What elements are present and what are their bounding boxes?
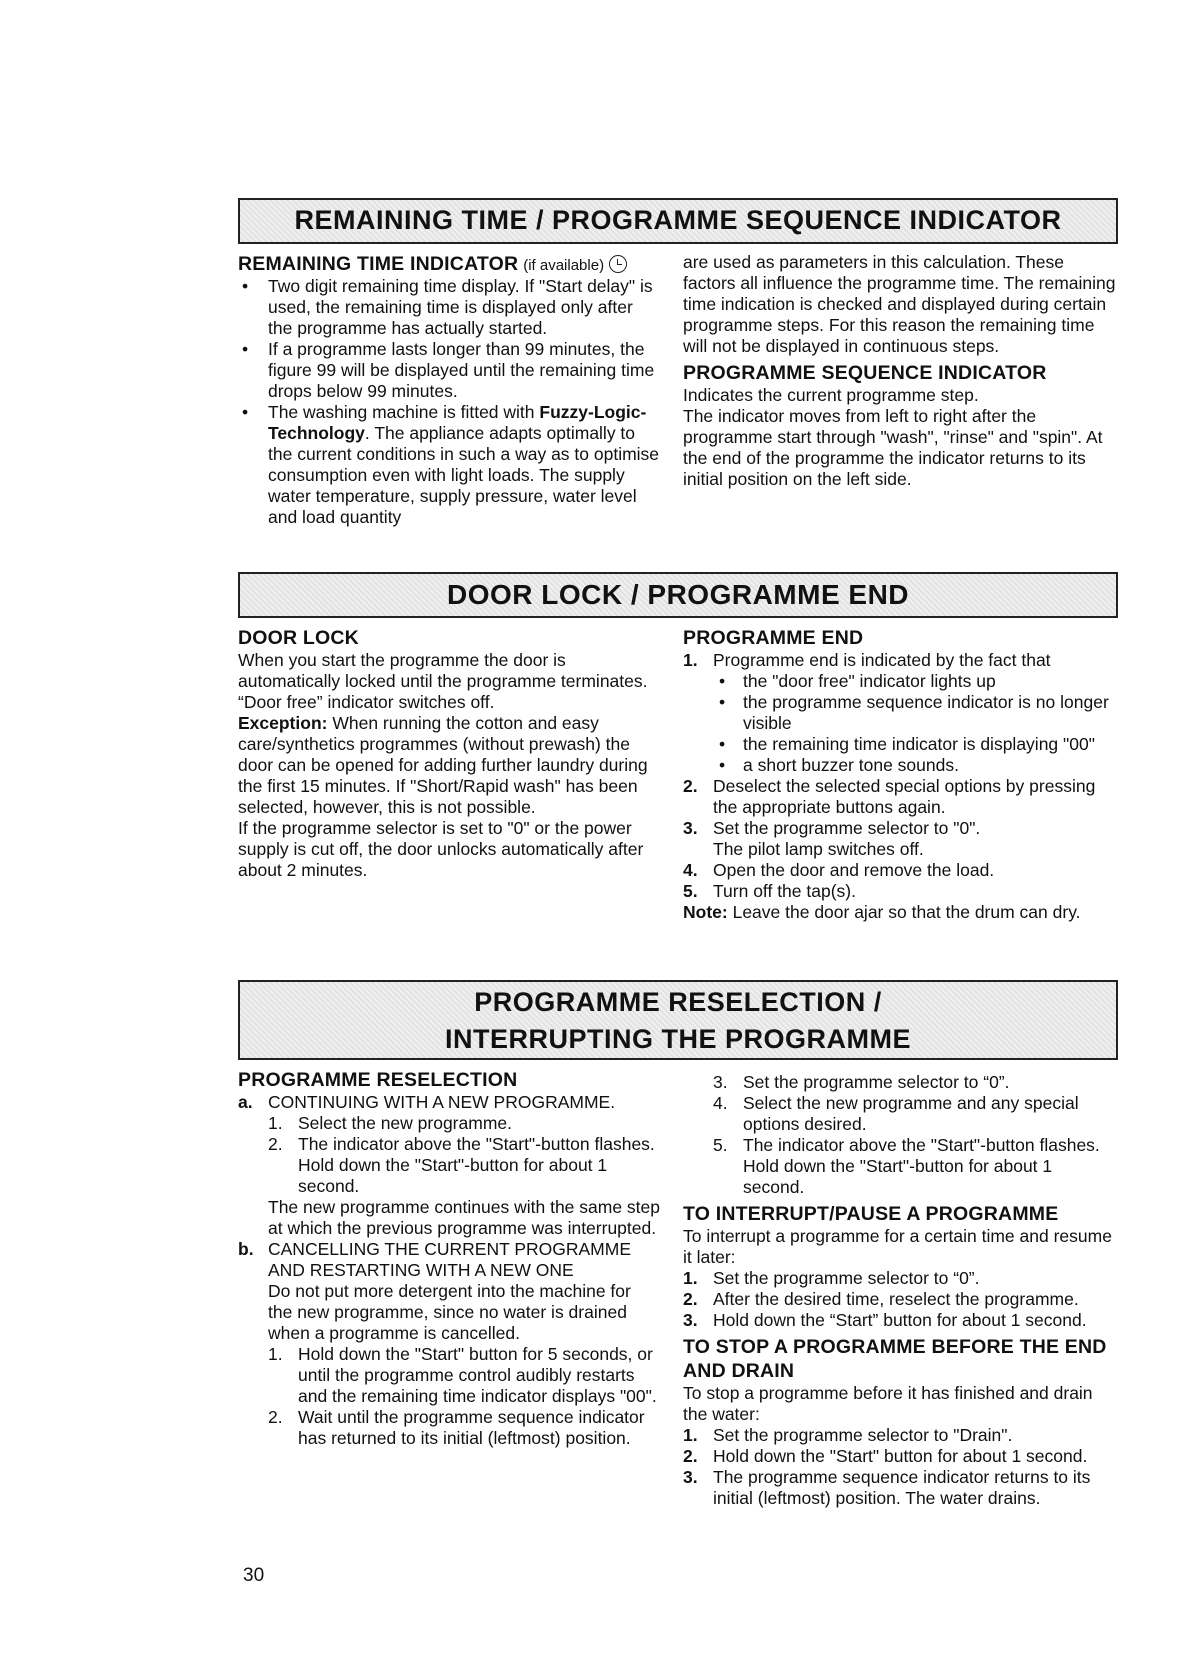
- exception-text: Exception: When running the cotton and easy care/synthetics programmes (without prewash) the door can be opened for adding further laundry during the first 15 minutes. If "Short/Rapid wash" has been selected, however, this is not possible.: [238, 713, 648, 817]
- list-item: 5. The indicator above the "Start"-button flashes. Hold down the "Start"-button for about 1 second.: [713, 1135, 1100, 1197]
- option-b-steps: [268, 1344, 660, 1449]
- list-item: 1. Set the programme selector to "Drain".: [683, 1425, 1013, 1445]
- list-item: 3. Hold down the “Start” button for about 1 second.: [683, 1310, 1087, 1330]
- reselection-heading: PROGRAMME RESELECTION: [238, 1069, 518, 1091]
- door-unlock-text: If the programme selector is set to "0" or the power supply is cut off, the door unlocks automatically after about 2 minutes.: [238, 818, 644, 880]
- option-b: b. CANCELLING THE CURRENT PROGRAMME AND RESTARTING WITH A NEW ONE: [238, 1239, 632, 1280]
- section-title-line1: PROGRAMME RESELECTION /: [474, 987, 882, 1017]
- clock-icon: [609, 255, 627, 273]
- page-number: 30: [243, 1565, 265, 1586]
- list-item: 4. Open the door and remove the load.: [683, 860, 995, 880]
- calculation-parameters-text: are used as parameters in this calculation. These factors all influence the programme time. The remaining time indication is checked and displayed during certain programme steps. For this reason the remaining time will not be displayed in continuous steps.: [683, 252, 1116, 356]
- section-banner-remaining-time: [238, 198, 1118, 244]
- programme-end-column: [683, 626, 1118, 923]
- section-banner-door-lock: [238, 572, 1118, 618]
- pause-steps: [683, 1268, 1118, 1331]
- section-title: REMAINING TIME / PROGRAMME SEQUENCE INDICATOR: [294, 205, 1062, 235]
- option-b-title: CANCELLING THE CURRENT PROGRAMME AND RESTARTING WITH A NEW ONE: [268, 1239, 632, 1280]
- list-item: 3. The programme sequence indicator returns to its initial (leftmost) position. The water drains.: [683, 1467, 1091, 1508]
- list-item: 4. Select the new programme and any special options desired.: [713, 1093, 1079, 1134]
- list-item: 2. Hold down the "Start" button for about 1 second.: [683, 1446, 1088, 1466]
- list-item: 2. After the desired time, reselect the programme.: [683, 1289, 1079, 1309]
- list-item: • the remaining time indicator is displaying "00": [713, 734, 1118, 755]
- option-a-title: CONTINUING WITH A NEW PROGRAMME.: [268, 1092, 616, 1112]
- reselection-column: [238, 1068, 660, 1449]
- remaining-time-heading: REMAINING TIME INDICATOR: [238, 253, 519, 275]
- list-item: 1. Set the programme selector to “0”.: [683, 1268, 980, 1288]
- list-item: 3. Set the programme selector to “0”.: [713, 1072, 1010, 1092]
- option-a-text: The new programme continues with the same step at which the previous programme was interrupted.: [268, 1197, 660, 1238]
- list-item: 3. Set the programme selector to "0". The pilot lamp switches off.: [683, 818, 981, 859]
- note-label: Note:: [683, 902, 728, 922]
- pause-text: To interrupt a programme for a certain time and resume it later:: [683, 1226, 1112, 1267]
- list-item: 2. Wait until the programme sequence indicator has returned to its initial (leftmost) position.: [268, 1407, 645, 1448]
- stop-steps: [683, 1425, 1118, 1509]
- list-item: 1. Select the new programme.: [268, 1113, 512, 1133]
- list-item: 1. Programme end is indicated by the fact that: [683, 650, 1051, 670]
- fuzzy-logic-term: Fuzzy-Logic-Technology: [268, 402, 647, 443]
- list-item: • If a programme lasts longer than 99 minutes, the figure 99 will be displayed until the remaining time drops below 99 minutes.: [238, 339, 660, 402]
- remaining-time-left-column: [238, 252, 660, 528]
- interrupt-column: [683, 1072, 1118, 1509]
- stop-heading: TO STOP A PROGRAMME BEFORE THE END AND DRAIN: [683, 1336, 1107, 1382]
- sequence-indicator-text: The indicator moves from left to right after the programme start through "wash", "rinse" and "spin". At the end of the programme the indicator returns to its initial position on the left side.: [683, 406, 1103, 489]
- list-item: 1. Hold down the "Start" button for 5 seconds, or until the programme control audibly restarts and the remaining time indicator displays "00".: [268, 1344, 657, 1406]
- programme-end-indicators: [683, 671, 1118, 776]
- door-lock-text: When you start the programme the door is automatically locked until the programme terminates.: [238, 650, 648, 691]
- list-item: • the programme sequence indicator is no longer visible: [713, 692, 1118, 734]
- availability-note: (if available): [523, 257, 605, 274]
- programme-end-heading: PROGRAMME END: [683, 627, 864, 649]
- pause-heading: TO INTERRUPT/PAUSE A PROGRAMME: [683, 1203, 1059, 1225]
- list-item: 5. Turn off the tap(s).: [683, 881, 856, 901]
- remaining-time-bullets: [238, 276, 660, 528]
- list-item: • a short buzzer tone sounds.: [713, 755, 1118, 776]
- list-item: 2. The indicator above the "Start"-button flashes. Hold down the "Start"-button for about 1 second.: [268, 1134, 655, 1196]
- section-title-line2: INTERRUPTING THE PROGRAMME: [444, 1024, 911, 1054]
- programme-end-steps: [683, 650, 1118, 671]
- exception-label: Exception:: [238, 713, 328, 733]
- door-lock-column: [238, 626, 660, 881]
- section-banner-reselection: [238, 980, 1118, 1060]
- sequence-indicator-intro: Indicates the current programme step.: [683, 385, 979, 405]
- option-b-steps-continued: [683, 1072, 1118, 1198]
- stop-text: To stop a programme before it has finished and drain the water:: [683, 1383, 1093, 1424]
- option-b-text: Do not put more detergent into the machine for the new programme, since no water is drained when a programme is cancelled.: [268, 1281, 631, 1343]
- sequence-indicator-heading: PROGRAMME SEQUENCE INDICATOR: [683, 362, 1047, 384]
- option-a-steps: [268, 1113, 660, 1197]
- list-item: • The washing machine is fitted with Fuzzy-Logic-Technology. The appliance adapts optimally to the current conditions in such a way as to optimise consumption even with light loads. The supply water temperature, supply pressure, water level and load quantity: [238, 402, 660, 528]
- door-lock-heading: DOOR LOCK: [238, 627, 359, 649]
- option-a: a. CONTINUING WITH A NEW PROGRAMME.: [238, 1092, 616, 1112]
- list-item: • Two digit remaining time display. If "Start delay" is used, the remaining time is displayed only after the programme has actually started.: [238, 276, 660, 339]
- door-free-text: “Door free” indicator switches off.: [238, 692, 495, 712]
- note-text: Note: Leave the door ajar so that the drum can dry.: [683, 902, 1081, 922]
- section-title: DOOR LOCK / PROGRAMME END: [446, 579, 910, 610]
- list-item: • the "door free" indicator lights up: [713, 671, 1118, 692]
- remaining-time-right-column: [683, 252, 1118, 490]
- list-item: 2. Deselect the selected special options by pressing the appropriate buttons again.: [683, 776, 1096, 817]
